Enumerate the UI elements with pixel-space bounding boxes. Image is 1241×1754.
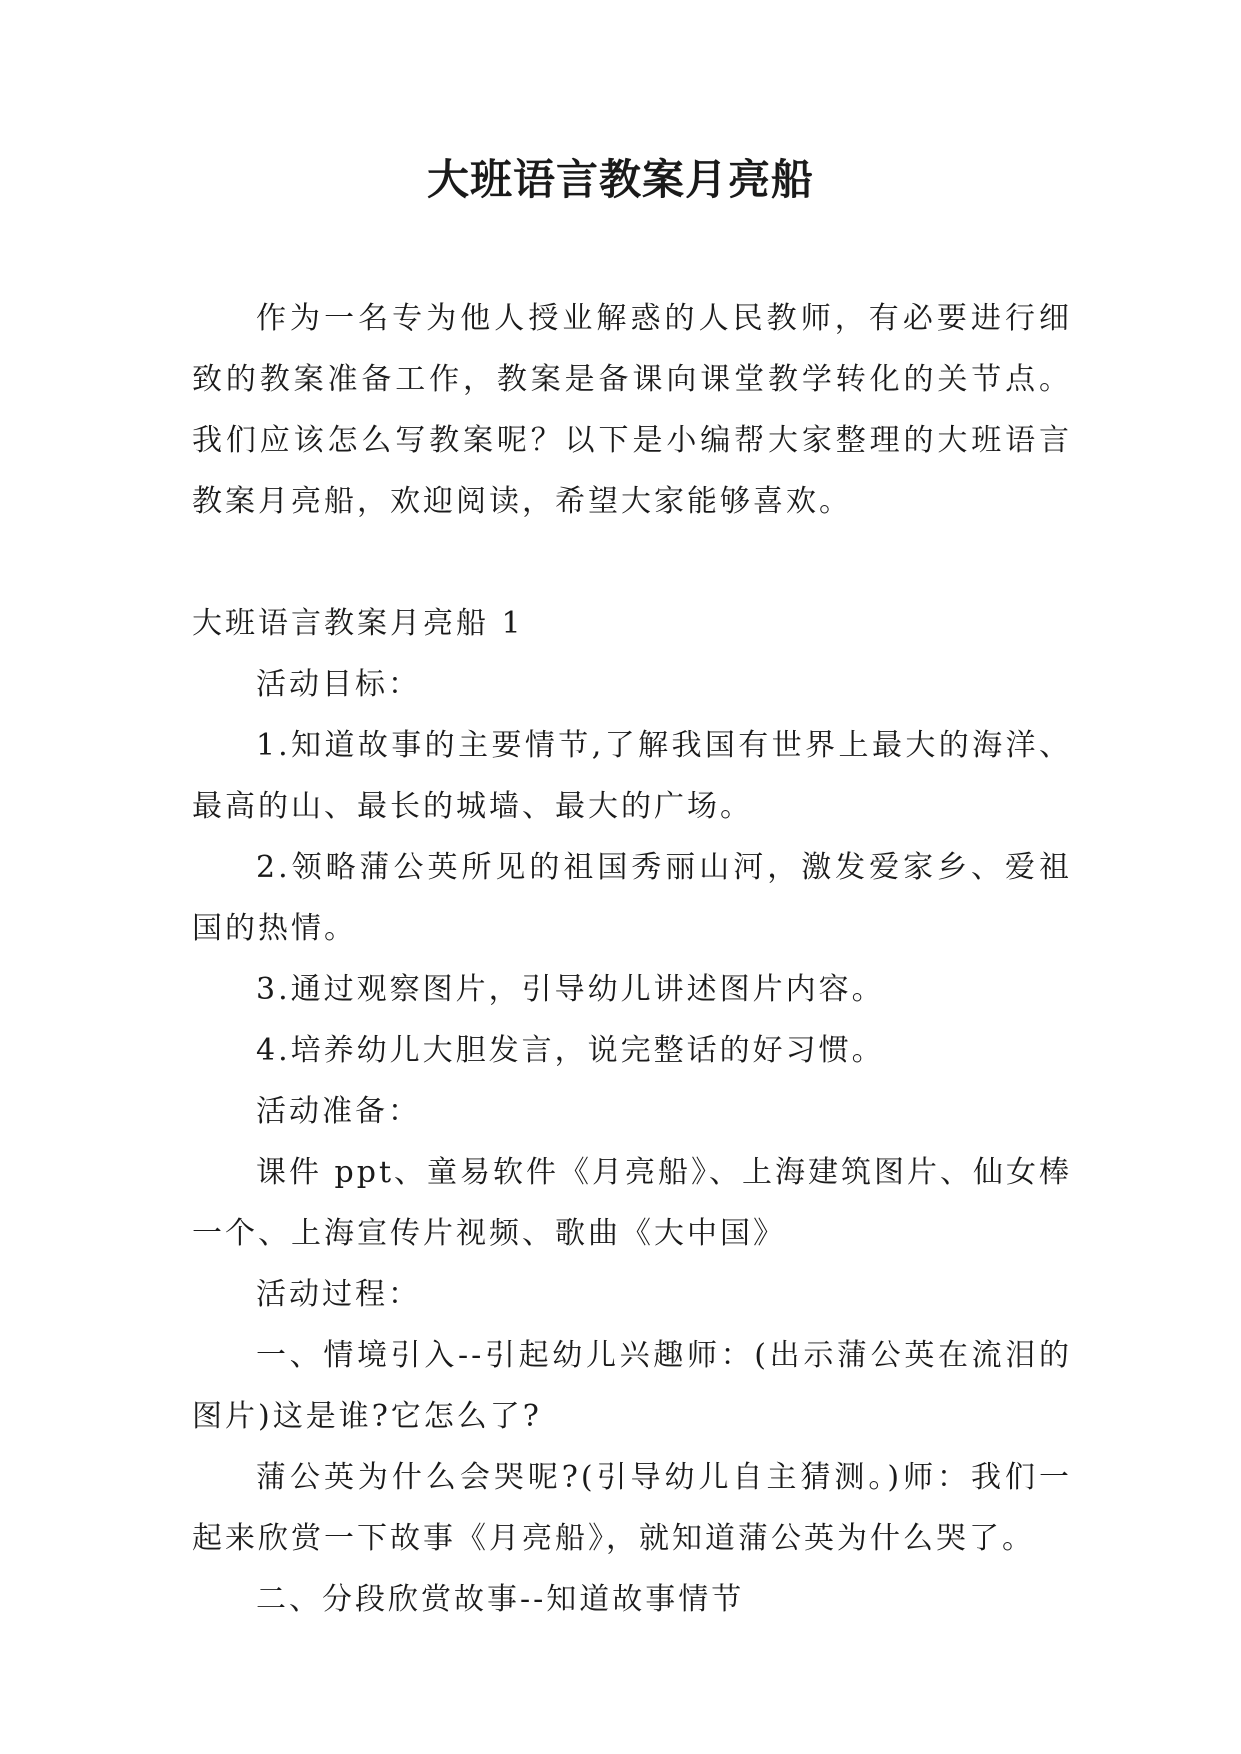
document-body [192, 288, 1072, 1630]
intro-paragraph: 作为一名专为他人授业解惑的人民教师，有必要进行细致的教案准备工作，教案是备课向课堂教学转化的关节点。我们应该怎么写教案呢？以下是小编帮大家整理的大班语言教案月亮船，欢迎阅读，希望大家能够喜欢。 [192, 301, 1072, 519]
paragraph-spacer [192, 532, 1072, 593]
goal-item-4: 4.培养幼儿大胆发言，说完整话的好习惯。 [256, 1033, 885, 1068]
goal-item-2: 2.领略蒲公英所见的祖国秀丽山河，激发爱家乡、爱祖国的热情。 [192, 850, 1072, 946]
activity-prep-text: 课件 ppt、童易软件《月亮船》、上海建筑图片、仙女棒一个、上海宣传片视频、歌曲《大中国》 [192, 1155, 1072, 1251]
goal-item-1: 1.知道故事的主要情节,了解我国有世界上最大的海洋、最高的山、最长的城墙、最大的广场。 [192, 728, 1072, 824]
process-step-2: 二、分段欣赏故事--知道故事情节 [256, 1582, 745, 1617]
document-title: 大班语言教案月亮船 [426, 155, 814, 204]
activity-prep-label: 活动准备： [256, 1094, 421, 1129]
process-step-1: 一、情境引入--引起幼儿兴趣师：(出示蒲公英在流泪的图片)这是谁?它怎么了? [192, 1338, 1072, 1434]
activity-process-label: 活动过程： [256, 1277, 421, 1312]
section-heading: 大班语言教案月亮船 1 [192, 606, 524, 641]
activity-goals-label: 活动目标： [256, 667, 421, 702]
goal-item-3: 3.通过观察图片，引导幼儿讲述图片内容。 [256, 972, 885, 1007]
process-step-1-detail: 蒲公英为什么会哭呢?(引导幼儿自主猜测。)师：我们一起来欣赏一下故事《月亮船》，就知道蒲公英为什么哭了。 [192, 1460, 1072, 1556]
